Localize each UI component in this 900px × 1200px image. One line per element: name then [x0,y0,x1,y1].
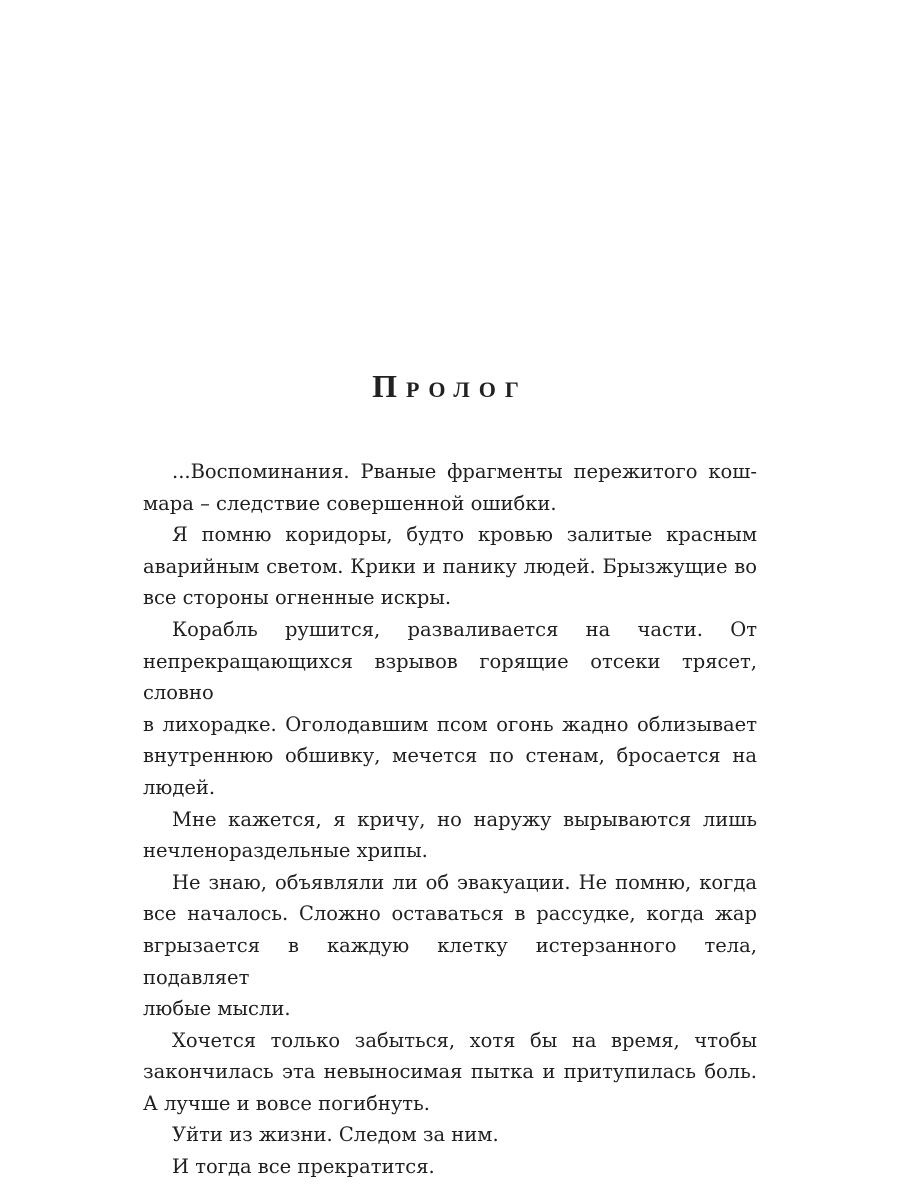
paragraph [143,456,757,519]
text-line: Я помню коридоры, будто кровью залитые красным [172,523,757,547]
text-line: в лихорадке. Оголодавшим псом огонь жадно облизывает [143,712,757,736]
text-line: нечленораздельные хрипы. [143,839,428,863]
text-line: любые мысли. [143,997,291,1021]
text-line: Не знаю, объявляли ли об эвакуации. Не помню, когда [172,870,757,894]
text-line: мара – следствие совершенной ошибки. [143,491,557,515]
text-line: И тогда все прекратится. [172,1155,435,1179]
paragraph [143,804,757,867]
paragraph [143,867,757,1025]
text-line: вгрызается в каждую клетку истерзанного тела, подавляет [143,933,757,989]
prologue-text [143,456,757,1183]
text-line: Хочется только забыться, хотя бы на время, чтобы [172,1028,757,1052]
text-line: внутреннюю обшивку, мечется по стенам, бросается на [143,744,757,768]
text-line: непрекращающихся взрывов горящие отсеки трясет, словно [143,649,757,705]
text-line: Мне кажется, я кричу, но наружу вырываются лишь [172,807,757,831]
text-line: ...Воспоминания. Рваные фрагменты пережитого кош- [172,460,757,483]
text-line: людей. [143,775,216,799]
text-line: закончилась эта невыносимая пытка и притупилась боль. [143,1060,757,1084]
text-line: Корабль рушится, разваливается на части. От [172,617,757,641]
text-line: Уйти из жизни. Следом за ним. [172,1123,499,1147]
text-line: А лучше и вовсе погибнуть. [143,1091,430,1115]
text-line: все началось. Сложно оставаться в рассудке, когда жар [143,902,757,926]
paragraph [143,1151,757,1183]
text-line: аварийным светом. Крики и панику людей. Брызжущие во [143,554,757,578]
paragraph [143,1119,757,1151]
paragraph [143,614,757,804]
chapter-title: Пролог [372,368,528,404]
text-line: все стороны огненные искры. [143,586,452,610]
paragraph [143,1025,757,1120]
paragraph [143,519,757,614]
